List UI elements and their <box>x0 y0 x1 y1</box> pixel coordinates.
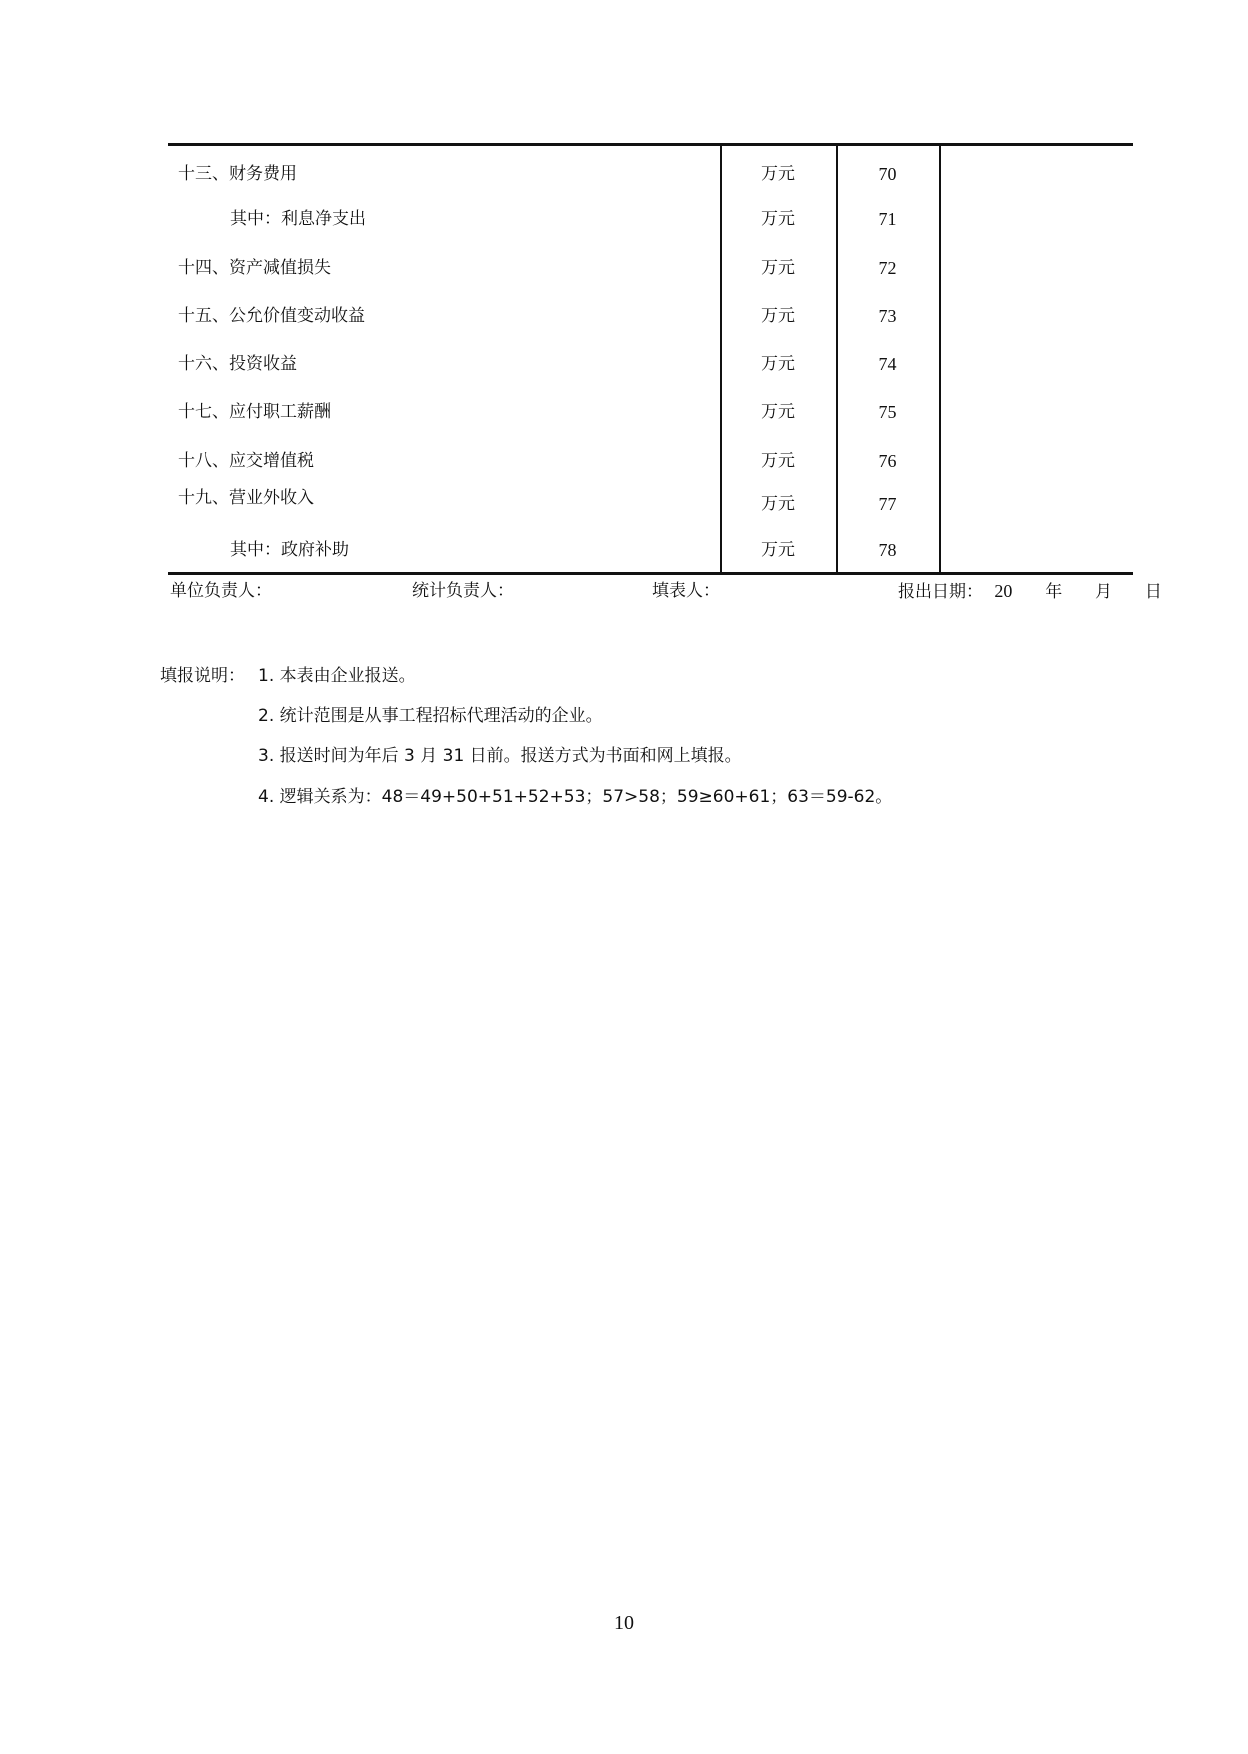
row-value-cell[interactable] <box>939 441 1133 481</box>
table-row <box>168 199 1133 239</box>
table-row <box>168 530 1133 570</box>
row-label: 其中：利息净支出 <box>230 209 366 229</box>
row-value-cell[interactable] <box>939 199 1133 239</box>
row-unit: 万元 <box>761 354 795 374</box>
note-item: 4. 逻辑关系为：48＝49+50+51+52+53；57>58；59≥60+61；63＝59-62。 <box>258 787 893 807</box>
stats-head-label: 统计负责人： <box>412 581 514 601</box>
row-code: 72 <box>878 258 897 278</box>
report-date-label: 报出日期： <box>898 582 983 602</box>
table-row <box>168 296 1133 336</box>
filler-label: 填表人： <box>652 581 720 601</box>
row-unit: 万元 <box>761 540 795 560</box>
note-item: 2. 统计范围是从事工程招标代理活动的企业。 <box>258 706 603 726</box>
row-value-cell[interactable] <box>939 530 1133 570</box>
report-month-label: 月 <box>1095 582 1113 602</box>
row-code: 77 <box>878 494 897 514</box>
row-label: 十八、应交增值税 <box>178 451 314 471</box>
table-row <box>168 344 1133 384</box>
table-row <box>168 248 1133 288</box>
report-date <box>898 578 1162 604</box>
row-label: 十四、资产减值损失 <box>178 258 331 278</box>
row-label: 十六、投资收益 <box>178 354 297 374</box>
row-unit: 万元 <box>761 451 795 471</box>
report-year-label: 年 <box>1045 582 1063 602</box>
report-day-label: 日 <box>1144 582 1162 602</box>
row-value-cell[interactable] <box>939 296 1133 336</box>
row-unit: 万元 <box>761 258 795 278</box>
row-code: 74 <box>878 354 897 374</box>
table-row <box>168 484 1133 524</box>
row-value-cell[interactable] <box>939 248 1133 288</box>
row-code: 76 <box>878 451 897 471</box>
row-code: 78 <box>878 540 897 560</box>
row-label: 十七、应付职工薪酬 <box>178 402 331 422</box>
row-unit: 万元 <box>761 306 795 326</box>
row-label: 十三、财务费用 <box>178 164 297 184</box>
row-value-cell[interactable] <box>939 344 1133 384</box>
row-unit: 万元 <box>761 494 795 514</box>
notes-title: 填报说明： <box>160 666 245 686</box>
row-code: 70 <box>878 164 897 184</box>
row-code: 73 <box>878 306 897 326</box>
table-row <box>168 392 1133 432</box>
row-code: 71 <box>878 209 897 229</box>
row-unit: 万元 <box>761 402 795 422</box>
row-unit: 万元 <box>761 164 795 184</box>
note-item: 1. 本表由企业报送。 <box>258 666 416 686</box>
row-unit: 万元 <box>761 209 795 229</box>
row-label: 其中：政府补助 <box>230 540 349 560</box>
note-item: 3. 报送时间为年后 3 月 31 日前。报送方式为书面和网上填报。 <box>258 746 742 766</box>
unit-head-label: 单位负责人： <box>170 581 272 601</box>
page-number: 10 <box>614 1612 634 1634</box>
row-value-cell[interactable] <box>939 154 1133 194</box>
table-bottom-rule <box>168 572 1133 575</box>
table-top-rule <box>168 143 1133 146</box>
report-year-prefix: 20 <box>994 581 1013 601</box>
row-value-cell[interactable] <box>939 392 1133 432</box>
row-label: 十五、公允价值变动收益 <box>178 306 365 326</box>
row-label: 十九、营业外收入 <box>178 488 314 508</box>
table-row <box>168 154 1133 194</box>
row-value-cell[interactable] <box>939 484 1133 524</box>
table-row <box>168 441 1133 481</box>
row-code: 75 <box>878 402 897 422</box>
